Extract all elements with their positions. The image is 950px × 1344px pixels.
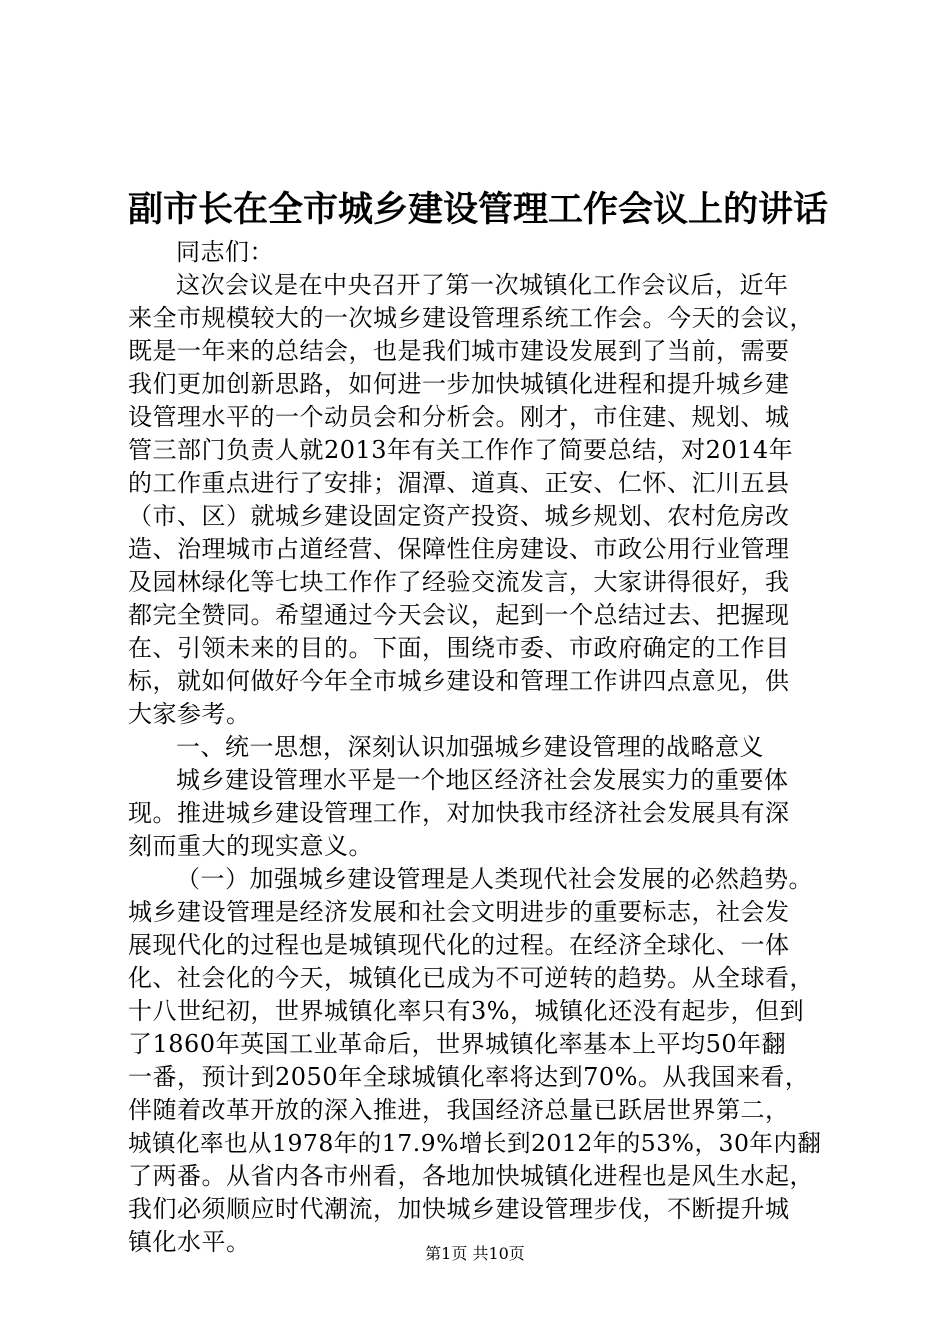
body-line: 化、社会化的今天，城镇化已成为不可逆转的趋势。从全球看， (128, 964, 814, 992)
body-line: 我们更加创新思路，如何进一步加快城镇化进程和提升城乡建 (128, 370, 790, 398)
body-line: （市、区）就城乡建设固定资产投资、城乡规划、农村危房改 (128, 502, 790, 530)
body-line: 标，就如何做好今年全市城乡建设和管理工作讲四点意见，供 (128, 667, 790, 695)
document-body (128, 236, 828, 1259)
body-line: 现。推进城乡建设管理工作，对加快我市经济社会发展具有深 (128, 799, 790, 827)
body-line: 的工作重点进行了安排；湄潭、道真、正安、仁怀、汇川五县 (128, 469, 790, 497)
body-line: 刻而重大的现实意义。 (128, 832, 373, 860)
body-line: 展现代化的过程也是城镇现代化的过程。在经济全球化、一体 (128, 931, 790, 959)
page-footer: 第1页 共10页 (425, 1244, 525, 1263)
body-line: 设管理水平的一个动员会和分析会。刚才，市住建、规划、城 (128, 403, 790, 431)
body-line: 既是一年来的总结会，也是我们城市建设发展到了当前，需要 (128, 337, 790, 365)
body-line: 大家参考。 (128, 700, 251, 728)
body-line: 及园林绿化等七块工作作了经验交流发言，大家讲得很好，我 (128, 568, 790, 596)
document-title: 副市长在全市城乡建设管理工作会议上的讲话 (128, 189, 829, 230)
body-line: 这次会议是在中央召开了第一次城镇化工作会议后，近年 (176, 271, 789, 299)
body-line: 管三部门负责人就2013年有关工作作了简要总结，对2014年 (128, 436, 794, 464)
body-line: 了1860年英国工业革命后，世界城镇化率基本上平均50年翻 (128, 1030, 787, 1058)
body-line: 了两番。从省内各市州看，各地加快城镇化进程也是风生水起， (128, 1162, 814, 1190)
body-line: 来全市规模较大的一次城乡建设管理系统工作会。今天的会议， (128, 304, 814, 332)
body-line: 十八世纪初，世界城镇化率只有3%，城镇化还没有起步，但到 (128, 997, 805, 1025)
body-line: （一）加强城乡建设管理是人类现代社会发展的必然趋势。 (176, 865, 813, 893)
body-line: 一、统一思想，深刻认识加强城乡建设管理的战略意义 (176, 733, 764, 761)
body-line: 都完全赞同。希望通过今天会议，起到一个总结过去、把握现 (128, 601, 790, 629)
body-line: 城乡建设管理是经济发展和社会文明进步的重要标志，社会发 (128, 898, 790, 926)
body-line: 镇化水平。 (128, 1228, 251, 1256)
body-line: 伴随着改革开放的深入推进，我国经济总量已跃居世界第二， (128, 1096, 790, 1124)
body-line: 我们必须顺应时代潮流，加快城乡建设管理步伐，不断提升城 (128, 1195, 790, 1223)
body-line: 同志们： (176, 238, 274, 266)
body-line: 在、引领未来的目的。下面，围绕市委、市政府确定的工作目 (128, 634, 790, 662)
body-line: 城镇化率也从1978年的17.9%增长到2012年的53%，30年内翻 (128, 1129, 822, 1157)
body-line: 一番，预计到2050年全球城镇化率将达到70%。从我国来看， (128, 1063, 810, 1091)
body-line: 造、治理城市占道经营、保障性住房建设、市政公用行业管理 (128, 535, 790, 563)
body-line: 城乡建设管理水平是一个地区经济社会发展实力的重要体 (176, 766, 789, 794)
